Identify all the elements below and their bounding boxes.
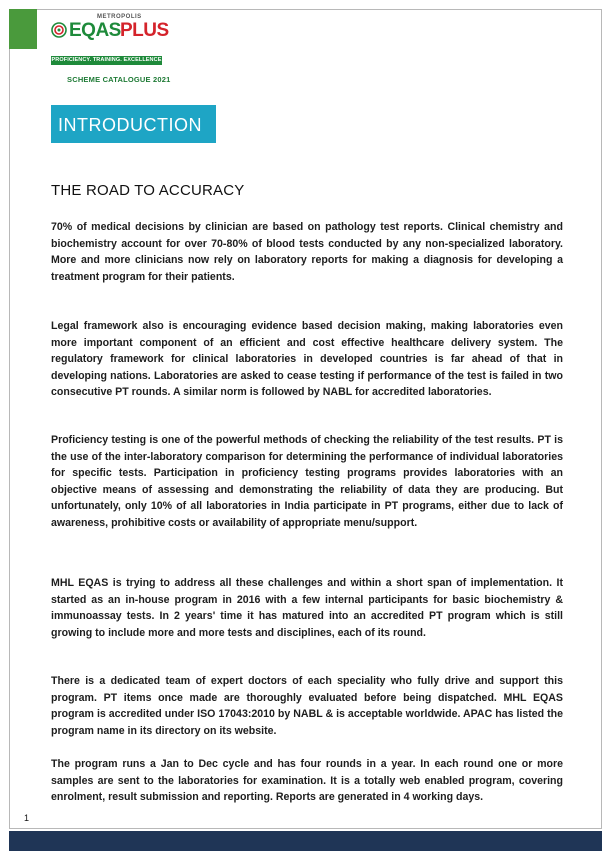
target-icon bbox=[51, 22, 67, 38]
footer-bar bbox=[9, 831, 602, 851]
corner-accent bbox=[9, 9, 37, 49]
paragraph-6: The program runs a Jan to Dec cycle and has four rounds in a year. In each round one or more samples are sent to the laboratories for examination. It is a totally web enabled program, covering enrolment, result submission and reporting. Reports are generated in 4 working days. bbox=[51, 758, 563, 803]
catalogue-label: SCHEME CATALOGUE 2021 bbox=[67, 75, 171, 84]
logo-top-text: METROPOLIS bbox=[97, 14, 142, 20]
paragraph-2: Legal framework also is encouraging evidence based decision making, making laboratories even more important component of an efficient and cost effective healthcare delivery system. The regulatory framework for clinical laboratories in developed countries is far ahead of that in developing nations. Laboratories are asked to cease testing if performance of the test is failed in two consecutive PT rounds. A similar norm is followed by NABL for accredited laboratories. bbox=[51, 320, 563, 398]
logo-tagline: PROFICIENCY. TRAINING. EXCELLENCE bbox=[51, 57, 162, 63]
paragraph-1: 70% of medical decisions by clinician are based on pathology test reports. Clinical chemistry and biochemistry account for over 70-80% of blood tests conducted by any non-specialized laboratory. More and more clinicians now rely on laboratory reports for making a diagnosis for developing a treatment program for their patients. bbox=[51, 221, 563, 283]
section-banner: INTRODUCTION bbox=[51, 105, 216, 143]
paragraph-4: MHL EQAS is trying to address all these challenges and within a short span of implementation. It started as an in-house program in 2016 with a few internal participants for basic biochemistry & immunoassay tests. In 2 years' time it has matured into an accredited PT program which is still growing to include more and more tests and disciplines, each of its round. bbox=[51, 577, 563, 639]
logo-plus-text: PLUS bbox=[120, 20, 169, 41]
page-heading: THE ROAD TO ACCURACY bbox=[51, 182, 245, 199]
paragraph-5: There is a dedicated team of expert doctors of each speciality who fully drive and support this program. PT items once made are thoroughly evaluated before being dispatched. MHL EQAS program is accredited under ISO 17043:2010 by NABL & is acceptable worldwide. APAC has listed the program name in its directory on its website. bbox=[51, 675, 563, 737]
page-number: 1 bbox=[24, 813, 30, 823]
logo-eqas-text: EQAS bbox=[69, 20, 121, 41]
paragraph-3: Proficiency testing is one of the powerful methods of checking the reliability of the test results. PT is the use of the inter-laboratory comparison for determining the performance of individual laboratories for specific tests. Participation in proficiency testing programs provides laboratories with an objective means of assessing and demonstrating the reliability of data they are producing. But unfortunately, only 10% of all laboratories in India participate in PT programs, either due to lack of awareness, prohibitive costs or availability of appropriate menu/support. bbox=[51, 434, 563, 529]
